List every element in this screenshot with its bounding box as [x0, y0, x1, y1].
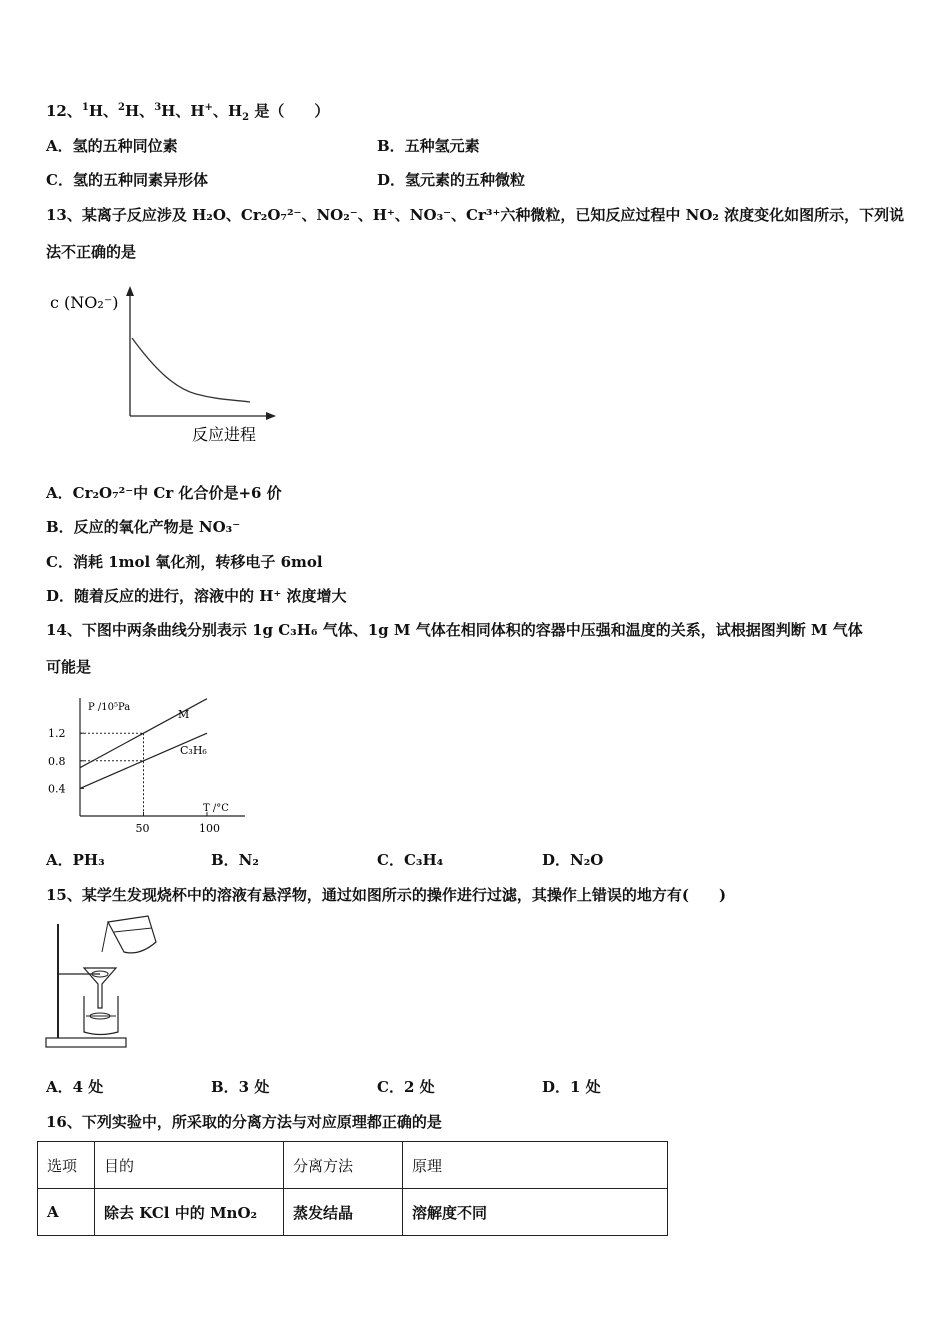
x-tick-label: 50: [135, 822, 150, 835]
q13-curve: [132, 338, 250, 402]
q13-concentration-graph: [46, 282, 286, 452]
q16-table: [37, 1141, 668, 1236]
q12-option-c: C．氢的五种同素异形体: [46, 171, 208, 189]
q14-stem-line2: 可能是: [46, 658, 92, 676]
cell-option: A: [38, 1189, 95, 1236]
x-axis-label: T /°C: [203, 803, 229, 814]
header-purpose: 目的: [95, 1142, 284, 1189]
q12-stem: 12、$^1$H、$^2$H、$^3$H、H+、$H_2$ 是（ ）: [46, 102, 330, 123]
q14-pressure-temperature-chart: [40, 690, 260, 840]
q13-option-d: D．随着反应的进行，溶液中的 H⁺ 浓度增大: [46, 587, 347, 605]
q15-option-d: D．1 处: [542, 1078, 601, 1096]
q13-stem-line2: 法不正确的是: [46, 243, 137, 261]
series-label: M: [178, 708, 190, 721]
series-label: C₃H₆: [180, 744, 207, 757]
q16-stem: 16、下列实验中，所采取的分离方法与对应原理都正确的是: [46, 1113, 442, 1131]
q14-option-c: C．C₃H₄: [377, 851, 444, 869]
q15-option-a: A．4 处: [46, 1078, 104, 1096]
q12-option-a: A．氢的五种同位素: [46, 137, 178, 155]
cell-method: 蒸发结晶: [284, 1189, 403, 1236]
header-method: 分离方法: [284, 1142, 403, 1189]
y-tick-label: 0.4: [48, 782, 66, 796]
q13-stem-line1: 13、某离子反应涉及 H₂O、Cr₂O₇²⁻、NO₂⁻、H⁺、NO₃⁻、Cr³⁺六种微粒，已知反应过程中 NO₂ 浓度变化如图所示，下列说: [46, 206, 905, 224]
q15-option-c: C．2 处: [377, 1078, 435, 1096]
q14-option-b: B．N₂: [211, 851, 259, 869]
q14-option-a: A．PH₃: [46, 851, 105, 869]
q15-option-b: B．3 处: [211, 1078, 270, 1096]
q13-option-a: A．Cr₂O₇²⁻中 Cr 化合价是+6 价: [46, 484, 282, 502]
y-tick-label: 0.8: [48, 754, 66, 768]
header-principle: 原理: [403, 1142, 668, 1189]
x-tick-label: 100: [199, 822, 220, 835]
q15-stem: 15、某学生发现烧杯中的溶液有悬浮物，通过如图所示的操作进行过滤，其操作上错误的地方有( ): [46, 886, 727, 904]
table-row: [38, 1189, 668, 1236]
q12-option-d: D．氢元素的五种微粒: [377, 171, 526, 189]
table-header-row: [38, 1142, 668, 1189]
header-option: 选项: [38, 1142, 95, 1189]
q14-option-d: D．N₂O: [542, 851, 604, 869]
cell-purpose: 除去 KCl 中的 MnO₂: [95, 1189, 284, 1236]
filtration-apparatus-illustration: [44, 912, 164, 1052]
q12-option-b: B．五种氢元素: [377, 137, 480, 155]
q13-option-c: C．消耗 1mol 氧化剂，转移电子 6mol: [46, 553, 323, 571]
q13-option-b: B．反应的氧化产物是 NO₃⁻: [46, 518, 241, 536]
cell-principle: 溶解度不同: [403, 1189, 668, 1236]
y-tick-label: 1.2: [48, 727, 66, 741]
q14-stem-line1: 14、下图中两条曲线分别表示 1g C₃H₆ 气体、1g M 气体在相同体积的容器中压强和温度的关系，试根据图判断 M 气体: [46, 621, 863, 639]
y-axis-label: P /10⁵Pa: [88, 702, 131, 713]
q13-graph-xlabel: 反应进程: [192, 425, 257, 444]
q13-graph-ylabel: c (NO₂⁻): [50, 293, 119, 312]
